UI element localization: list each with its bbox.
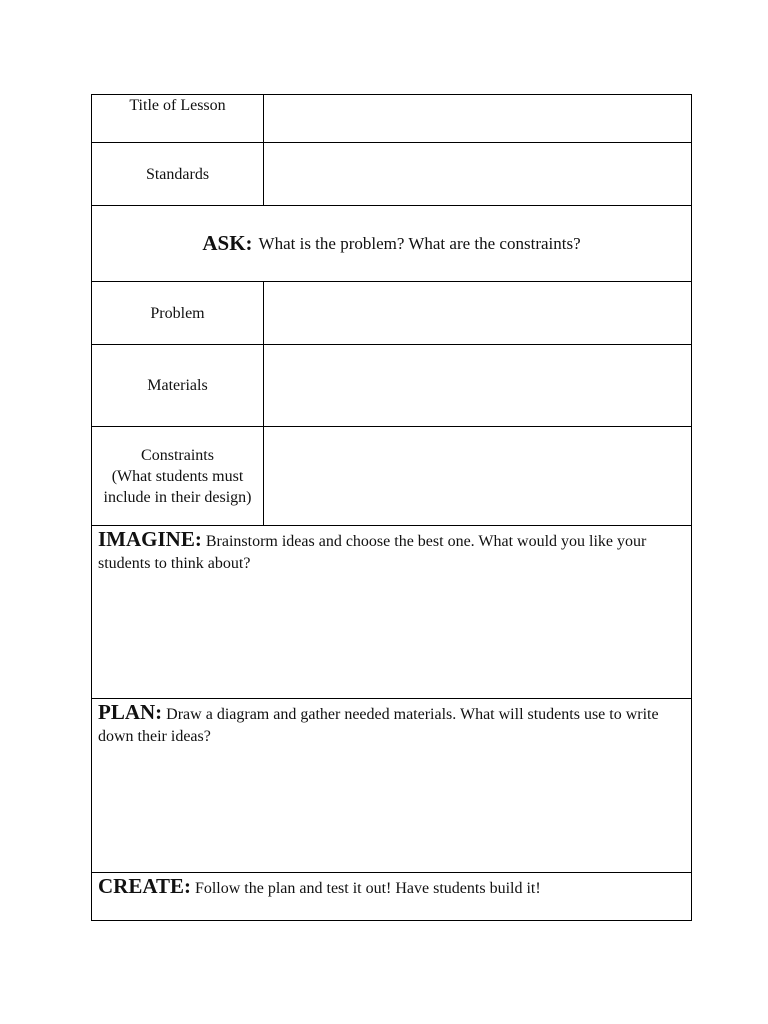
ask-text: What is the problem? What are the constraints? (258, 233, 581, 253)
standards-label (92, 143, 264, 205)
title-label (92, 95, 264, 142)
problem-value-cell[interactable] (264, 282, 691, 344)
title-label-text: Title of Lesson (129, 97, 226, 114)
constraints-label-title: Constraints (141, 446, 214, 464)
title-row (91, 94, 692, 143)
constraints-label (92, 427, 264, 525)
lesson-plan-table (91, 94, 692, 921)
materials-value-cell[interactable] (264, 345, 691, 426)
imagine-row[interactable] (91, 526, 692, 699)
materials-label-text: Materials (147, 377, 208, 394)
materials-row (91, 345, 692, 427)
plan-text: Draw a diagram and gather needed materials. What will students use to write down their ideas? (98, 706, 659, 745)
imagine-text: Brainstorm ideas and choose the best one. What would you like your students to think about? (98, 533, 647, 572)
title-value-cell[interactable] (264, 95, 691, 142)
problem-label-text: Problem (150, 304, 205, 322)
plan-row[interactable] (91, 699, 692, 873)
constraints-label-note: (What students must include in their design) (103, 467, 252, 506)
ask-keyword: ASK: (202, 231, 253, 255)
imagine-keyword: IMAGINE: (98, 527, 202, 551)
standards-value-cell[interactable] (264, 143, 691, 205)
standards-label-text: Standards (145, 165, 210, 183)
plan-keyword: PLAN: (98, 700, 163, 724)
constraints-value-cell[interactable] (264, 427, 691, 525)
standards-row (91, 143, 692, 206)
materials-label (92, 345, 264, 426)
constraints-row (91, 427, 692, 526)
create-row[interactable] (91, 873, 692, 921)
problem-label (92, 282, 264, 344)
constraints-label-group (96, 445, 259, 508)
create-keyword: CREATE: (98, 874, 191, 898)
create-text: Follow the plan and test it out! Have students build it! (194, 880, 541, 897)
problem-row (91, 282, 692, 345)
ask-row (91, 206, 692, 282)
